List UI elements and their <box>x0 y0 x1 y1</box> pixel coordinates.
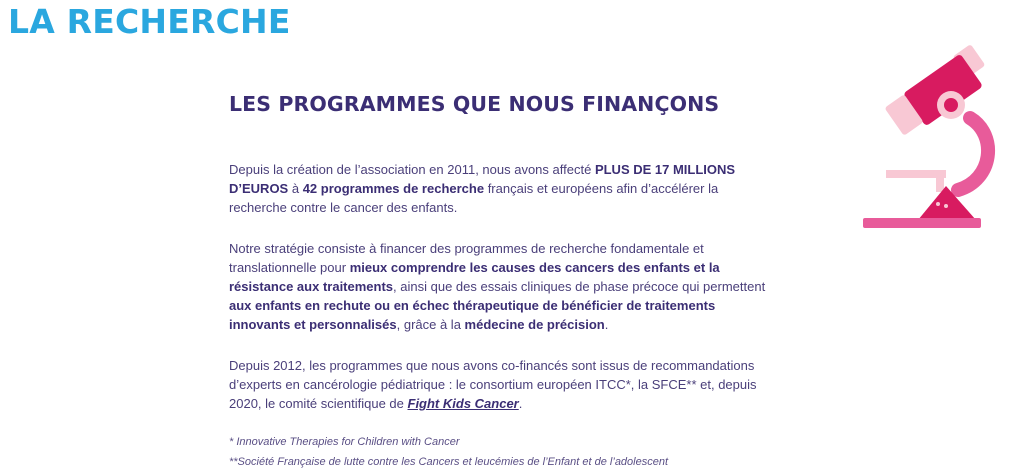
microscope-icon <box>858 40 1008 232</box>
text: Depuis 2012, les programmes que nous avons co-financés sont issus de recommandations d’experts en cancérologie pédiatrique : le consortium européen ITCC*, la SFCE** et, depuis 2020, le comité scientifique de <box>229 357 757 412</box>
text: , ainsi que des essais cliniques de phase précoce qui permettent <box>393 279 766 295</box>
highlight-precision-medicine: médecine de précision <box>464 317 605 333</box>
base-dot <box>944 204 948 208</box>
research-programs-section <box>229 92 774 474</box>
paragraph-funding <box>229 160 774 218</box>
page-title: LA RECHERCHE <box>8 2 291 41</box>
text: Depuis la création de l’association en 2011, nous avons affecté <box>229 162 595 177</box>
text: , grâce à la <box>396 317 465 333</box>
arm <box>958 118 988 190</box>
section-title: LES PROGRAMMES QUE NOUS FINANÇONS <box>229 92 720 116</box>
footnotes <box>229 434 774 471</box>
base-bar <box>863 218 981 228</box>
highlight-relapse: aux enfants en rechute ou en échec thérapeutique de bénéficier de traitements innovants et personnalisés <box>229 298 716 333</box>
footnote-sfce: **Société Française de lutte contre les Cancers et leucémies de l’Enfant et de l’adolescent <box>229 456 669 469</box>
base-dot <box>936 202 940 206</box>
text: Notre stratégie consiste à financer des programmes de recherche fondamentale et translationnelle pour <box>229 240 704 275</box>
text: français et européens afin d’accélérer la recherche contre le cancer des enfants. <box>229 181 719 216</box>
footnote-itcc: * Innovative Therapies for Children with Cancer <box>229 436 460 449</box>
text: . <box>604 317 609 333</box>
text: . <box>518 396 523 412</box>
paragraph-strategy <box>229 239 774 335</box>
highlight-programs: 42 programmes de recherche <box>302 181 485 197</box>
fight-kids-cancer-link[interactable]: Fight Kids Cancer <box>407 396 519 412</box>
highlight-causes: mieux comprendre les causes des cancers des enfants et la résistance aux traitements <box>229 259 720 295</box>
text: à <box>288 181 303 197</box>
stage-post <box>936 170 944 192</box>
paragraph-experts <box>229 356 774 414</box>
knob-inner <box>944 98 958 112</box>
highlight-amount: PLUS DE 17 MILLIONS D’EUROS <box>229 162 736 197</box>
